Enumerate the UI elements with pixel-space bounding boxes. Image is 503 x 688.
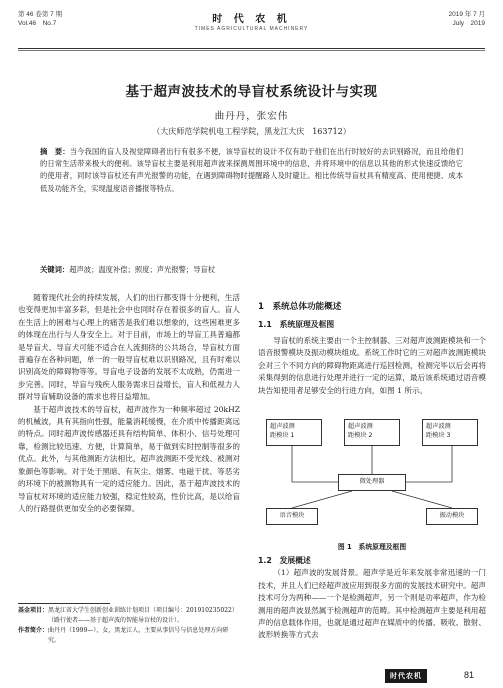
keywords	[40, 264, 463, 276]
keywords-text: 超声波；温度补偿；照度；声光报警；导盲杖	[69, 265, 216, 274]
figure-1-diagram	[262, 416, 482, 532]
paper-title: 基于超声波技术的导盲杖系统设计与实现	[125, 84, 378, 100]
issue-en: Vol.46 No.7	[18, 20, 57, 27]
section-1-2-block	[258, 555, 486, 642]
date-cn: 2019 年 7 月	[448, 11, 485, 18]
left-column-body	[18, 292, 240, 515]
connector-vibe	[392, 491, 452, 508]
abstract-label: 摘 要：	[40, 147, 70, 156]
figure-1-caption: 图 1 系统原理及框图	[337, 543, 407, 551]
issue-cn: 第 46 卷第 7 期	[18, 11, 63, 18]
ultrasonic-module-3-box: 超声波测 距模块 3	[422, 419, 478, 446]
ultrasonic-module-2-box: 超声波测 距模块 2	[344, 419, 400, 446]
abstract-text: 当今我国的盲人及视觉障碍者出行有很多不便，该导盲杖的设计不仅有助于他们在出行时较好的去识别路况，而且给他们的日常生活带来极大的便利。该导盲杖主要是利用超声波来探测周围环境中的信息，并将环境中的信息以其他的形式快速反馈给它的使用者，同时该导盲杖还有声光报警的功能，在遇到障碍物时提醒路人及时避让。相比传统导盲杖具有精度高、使用便捷、成本低及功能齐全，实现温度语音播报等特点。	[40, 147, 464, 193]
intro-paragraph-2: 基于超声波技术的导盲杖，超声波作为一种频率超过 20kHZ 的机械波，具有其指向性强，能量消耗缓慢，在介质中传播距离远的特点。同时超声波传感器还具有结构简单、体积小、信号处理可靠，检测比较迅速、方便，计算简单，易于做到实时控制等很多的优点。此外，与其他测距方法相比，超声波测距不受光线、被测对象颜色等影响。对于处于黑暗、有灰尘、烟雾、电磁干扰、等恶劣的环境下的被测物具有一定的适应能力。因此，基于超声波技术的导盲杖对环境的适应能力较强，稳定性较高，性价比高，是以给盲人的行路提供更加安全的必要保障。	[18, 404, 240, 513]
intro-paragraph-1: 随着现代社会的持续发展，人们的出行都变得十分便利，生活也变得更加丰富多彩，但是社会中也同时存在着很多的盲人。盲人在生活上的困难与心理上的痛苦是我们难以想象的，这些困难更多的体现在出行与人身安全上。对于目前，市场上的导盲工具普遍都是导盲犬、导盲犬可能不适合在人流拥挤的公共场合，导盲杖方面普遍存在各种问题，单一的一般导盲杖难以识别路况，且有时难以识别高处的障碍物等等。导盲电子设备的发展不太成熟，仍需进一步完善。同时，导盲与残疾人服务需求日益增长，盲人和低视力人群对导盲辅助设备的需求也将日益增加。	[18, 293, 240, 402]
keywords-label: 关键词：	[40, 265, 70, 274]
footnotes	[18, 606, 240, 646]
paper-authors: 曲丹丹，张宏伟	[214, 111, 289, 122]
abstract	[40, 146, 463, 195]
footnote-rule	[18, 603, 110, 604]
section-1-2-paragraph: （1）超声波的发展背景。超声学是近年来发展非常迅速的一门技术，并且人们已经超声波应用到很多方面的发展技术研究中。超声技术可分为两种——一个是检测超声，另一个则是功率超声，作为检测用的超声波显然属于检测超声的范畴。其中检测超声主要是利用超声的信息载体作用，也就是通过超声在媒质中的传播、吸收、散射、波形转换等方式去	[258, 568, 486, 640]
date-en: July 2019	[452, 20, 485, 27]
microprocessor-box: 微处理器	[338, 474, 406, 491]
section-1-1-paragraph: 导盲杖的系统主要由一个主控制器、三对超声波测距模块和一个语音报警模块及振动模块组成。系统工作时它的三对超声波测距模块会对三个不同方向的障碍物距离进行巡回检测，检测完毕以后会再将采集得到的信息进行处理并进行一定的运算，最后该系统通过语音模块告知使用者足够安全的行进方向，如图 1 所示。	[258, 336, 486, 395]
page-number: 81	[464, 670, 475, 680]
footnote-funding	[18, 606, 240, 626]
footnote-label: 作者简介：	[18, 627, 49, 634]
section-1-2-heading: 1.2 发展概述	[258, 556, 311, 565]
journal-name-en: TIMES AGRICULTURAL MACHINERY	[194, 26, 309, 32]
section-1-heading: 1 系统总体功能概述	[258, 302, 342, 312]
footnote-label: 基金项目：	[18, 607, 49, 614]
header-rule	[18, 48, 485, 49]
journal-logo-badge: 时代农机	[385, 669, 427, 683]
journal-name	[18, 10, 485, 32]
paper-affiliation: （大庆师范学院机电工程学院，黑龙江大庆 163712）	[152, 127, 351, 136]
footnote-text: 曲丹丹（1999—），女，黑龙江人，主要从事信号与信息处理方向研究。	[48, 627, 229, 644]
journal-name-cn: 时 代 农 机	[212, 14, 291, 25]
footnote-author	[18, 626, 240, 646]
footnote-text: 黑龙江省大学生创新创业训练计划项目（项目编号：201910235022）（路行使者——基于超声波的智能导盲杖的设计）。	[48, 607, 238, 624]
date-info	[449, 10, 486, 28]
section-1-1-body	[258, 335, 486, 397]
ultrasonic-module-1-box: 超声波测 距模块 1	[266, 419, 322, 446]
vibration-module-box: 振动模块	[426, 508, 478, 525]
running-header	[18, 10, 485, 40]
voice-module-box: 语音模块	[266, 508, 318, 525]
header-rule-thin	[18, 50, 485, 51]
connector-voice	[292, 491, 352, 508]
section-1-1-heading: 1.1 系统原理及框图	[258, 320, 335, 329]
